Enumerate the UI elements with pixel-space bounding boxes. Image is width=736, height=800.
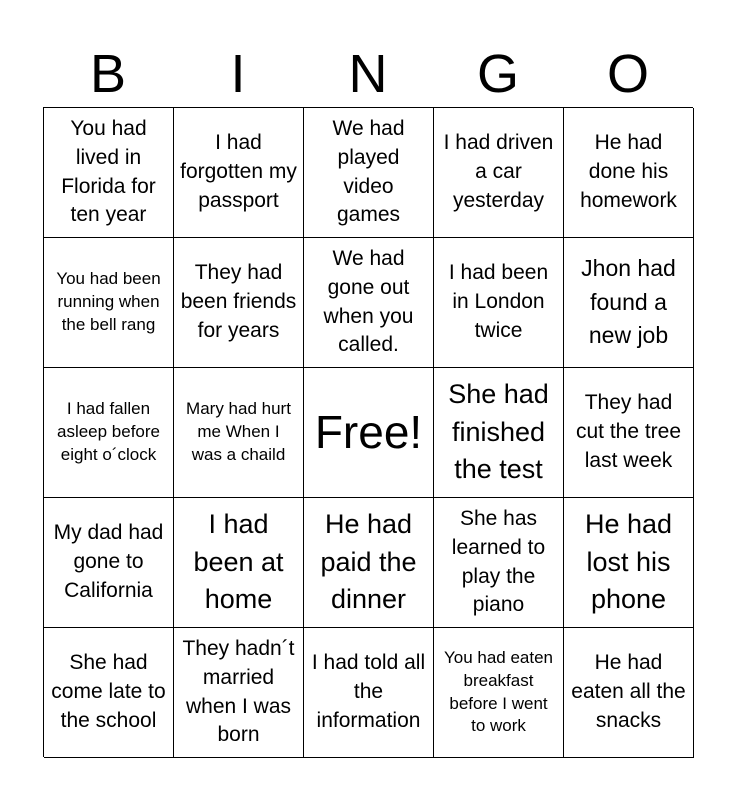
cell-text: My dad had gone to California <box>53 521 164 602</box>
bingo-cell[interactable] <box>44 628 174 758</box>
bingo-cell[interactable] <box>564 238 694 368</box>
cell-text: Jhon had found a new job <box>581 255 676 349</box>
bingo-cell[interactable] <box>304 238 434 368</box>
bingo-cell[interactable] <box>434 498 564 628</box>
bingo-card <box>43 107 693 757</box>
cell-text: He had eaten all the snacks <box>571 651 686 732</box>
header-letter-b: B <box>89 44 127 104</box>
cell-text: Mary had hurt me When I was a chaild <box>186 399 291 464</box>
bingo-cell[interactable] <box>304 498 434 628</box>
cell-text: I had fallen asleep before eight o´clock <box>56 399 161 464</box>
cell-text: You had been running when the bell rang <box>56 269 161 334</box>
cell-text: She had finished the test <box>448 378 549 485</box>
bingo-cell[interactable] <box>564 368 694 498</box>
cell-text: I had been at home <box>193 508 284 615</box>
bingo-cell[interactable] <box>434 108 564 238</box>
bingo-header <box>43 40 693 108</box>
cell-text: He had done his homework <box>580 131 677 212</box>
header-letter-g: G <box>476 44 519 104</box>
header-letter-o: O <box>606 44 649 104</box>
cell-text: She has learned to play the piano <box>451 506 546 617</box>
bingo-cell[interactable] <box>44 108 174 238</box>
bingo-cell[interactable] <box>174 498 304 628</box>
cell-text: I had driven a car yesterday <box>443 131 554 212</box>
cell-text: He had lost his phone <box>584 508 673 615</box>
free-space-text: Free! <box>314 405 423 458</box>
bingo-cell[interactable] <box>434 238 564 368</box>
bingo-cell[interactable] <box>304 108 434 238</box>
bingo-cell[interactable] <box>434 628 564 758</box>
bingo-cell[interactable] <box>434 368 564 498</box>
cell-text: We had played video games <box>332 116 405 227</box>
header-letter-i: I <box>230 44 246 104</box>
bingo-cell[interactable] <box>44 498 174 628</box>
cell-text: He had paid the dinner <box>320 508 417 615</box>
bingo-cell[interactable] <box>174 108 304 238</box>
cell-text: We had gone out when you called. <box>323 246 414 357</box>
bingo-cell[interactable] <box>564 498 694 628</box>
bingo-cell[interactable] <box>564 108 694 238</box>
bingo-cell[interactable] <box>174 368 304 498</box>
cell-text: I had been in London twice <box>448 261 549 342</box>
free-space-cell[interactable] <box>304 368 434 498</box>
header-letter-n: N <box>348 44 388 104</box>
bingo-cell[interactable] <box>564 628 694 758</box>
cell-text: I had told all the information <box>311 651 426 732</box>
bingo-cell[interactable] <box>304 628 434 758</box>
bingo-cell[interactable] <box>44 238 174 368</box>
cell-text: You had eaten breakfast before I went to work <box>443 647 554 736</box>
bingo-cell[interactable] <box>174 628 304 758</box>
cell-text: They had been friends for years <box>180 261 297 342</box>
cell-text: I had forgotten my passport <box>180 131 297 212</box>
cell-text: She had come late to the school <box>51 651 166 732</box>
bingo-cell[interactable] <box>44 368 174 498</box>
bingo-cell[interactable] <box>174 238 304 368</box>
cell-text: They had cut the tree last week <box>575 391 682 472</box>
cell-text: They hadn´t married when I was born <box>182 636 295 747</box>
cell-text: You had lived in Florida for ten year <box>61 116 156 227</box>
